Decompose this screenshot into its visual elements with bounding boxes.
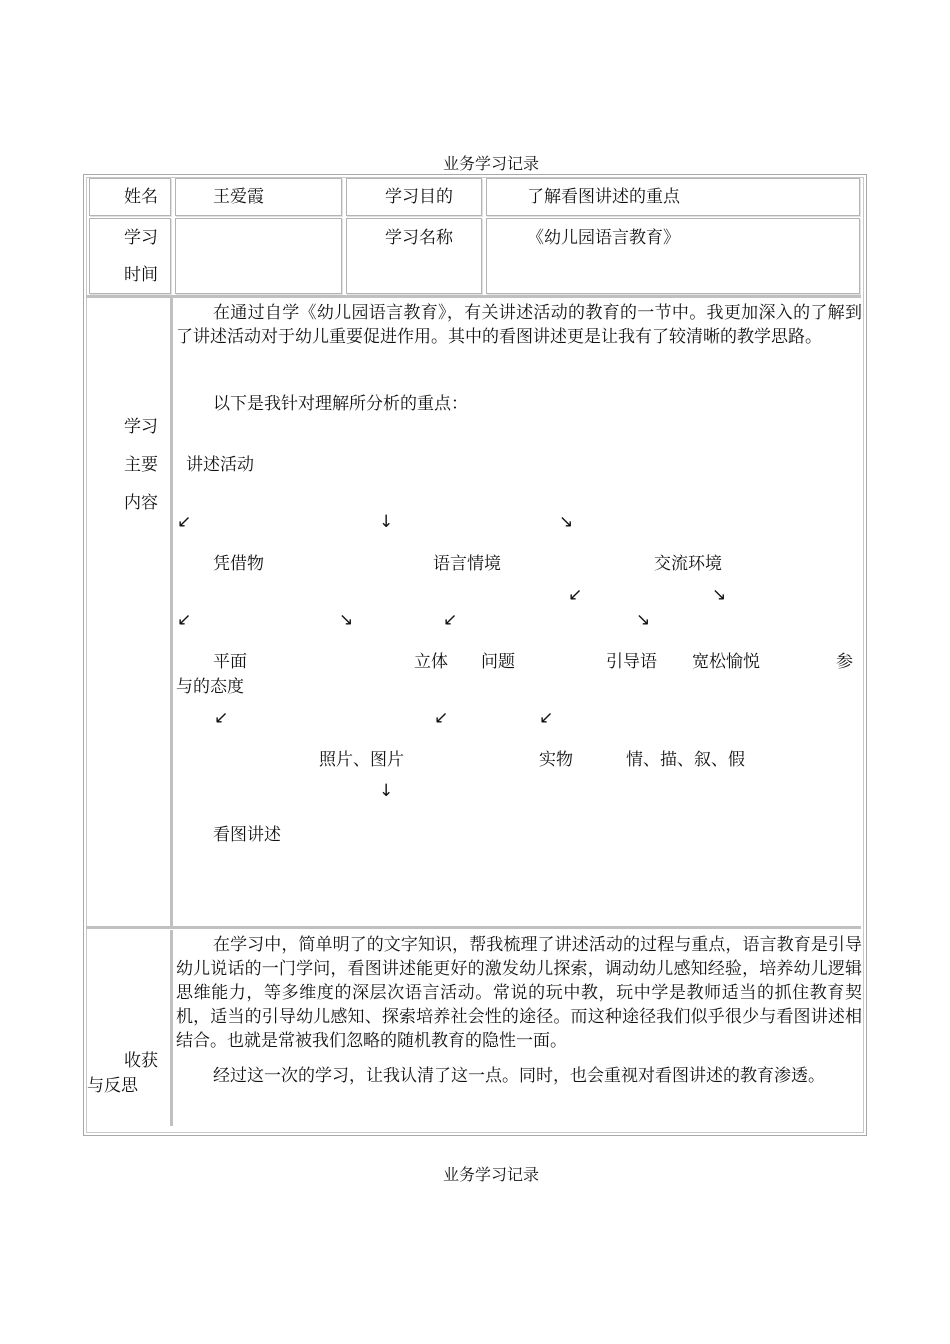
purpose-value: 了解看图讲述的重点 [527,187,680,207]
diagram-node-guide: 引导语 [606,652,657,672]
reflection-para-2: 经过这一次的学习，让我认清了这一点。同时，也会重视对看图讲述的教育渗透。 [213,1066,825,1086]
diagram-node-flat: 平面 [213,652,247,672]
column-divider [170,930,173,1126]
diagram-root: 讲述活动 [186,455,254,475]
diagram-node-objects: 实物 [539,750,573,770]
arrow-down-right-icon: ↘ [712,585,727,605]
study-name-value: 《幼儿园语言教育》 [527,228,680,248]
arrow-down-left-icon: ↙ [443,610,458,630]
content-label-line1: 学习 [124,417,158,437]
diagram-node-participate: 参 [836,652,853,672]
diagram-node-3d: 立体 [414,652,448,672]
diagram-node-support: 凭借物 [213,554,264,574]
arrow-down-icon: ↓ [379,512,394,532]
reflection-label-line2: 与反思 [87,1076,138,1096]
lead-text: 以下是我针对理解所分析的重点： [213,394,468,414]
reflection-label-line1: 收获 [124,1051,158,1071]
row-divider [86,926,861,929]
diagram-node-language-context: 语言情境 [433,554,501,574]
row-divider [86,295,861,298]
arrow-down-left-icon: ↙ [539,708,554,728]
arrow-down-icon: ↓ [379,781,394,801]
arrow-down-right-icon: ↘ [636,610,651,630]
reflection-para-1: 在学习中，简单明了的文字知识，帮我梳理了讲述活动的过程与重点，语言教育是引导幼儿说话的一门学问，看图讲述能更好的激发幼儿探索，调动幼儿感知经验，培养幼儿逻辑思维能力，等多维度的深层次语言活动。常说的玩中教，玩中学是教师适当的抓住教育契机，适当的引导幼儿感知、探索培养社会性的途径。而这种途径我们似乎很少与看图讲述相结合。也就是常被我们忽略的随机教育的隐性一面。 [176,935,862,1051]
page-title: 业务学习记录 [443,154,540,173]
content-label-line2: 主要 [124,455,158,475]
column-divider [170,298,173,926]
arrow-down-left-icon: ↙ [177,512,192,532]
diagram-node-photos: 照片、图片 [319,750,404,770]
content-label-line3: 内容 [124,493,158,513]
diagram-node-relaxed: 宽松愉悦 [692,652,760,672]
arrow-down-right-icon: ↘ [339,610,354,630]
diagram-node-participate-wrap: 与的态度 [176,677,244,697]
reflection-paragraphs [176,933,862,1088]
arrow-down-left-icon: ↙ [434,708,449,728]
time-value-cell [175,218,342,294]
diagram-leaf: 看图讲述 [213,825,281,845]
page-title-next: 业务学习记录 [443,1165,540,1184]
time-label-line1: 学习 [124,228,158,248]
intro-text: 在通过自学《幼儿园语言教育》，有关讲述活动的教育的一节中。我更加深入的了解到了讲述活动对于幼儿重要促进作用。其中的看图讲述更是让我有了较清晰的教学思路。 [176,303,862,347]
study-name-label: 学习名称 [385,228,453,248]
diagram-node-communication-environment: 交流环境 [654,554,722,574]
arrow-down-left-icon: ↙ [177,610,192,630]
diagram-node-methods: 情、描、叙、假 [626,750,745,770]
diagram-node-question: 问题 [481,652,515,672]
name-value: 王爱霞 [213,187,264,207]
purpose-label: 学习目的 [385,187,453,207]
arrow-down-right-icon: ↘ [559,512,574,532]
time-label-line2: 时间 [124,265,158,285]
name-label: 姓名 [124,187,158,207]
intro-paragraph [176,301,862,349]
arrow-down-left-icon: ↙ [568,585,583,605]
arrow-down-left-icon: ↙ [214,708,229,728]
